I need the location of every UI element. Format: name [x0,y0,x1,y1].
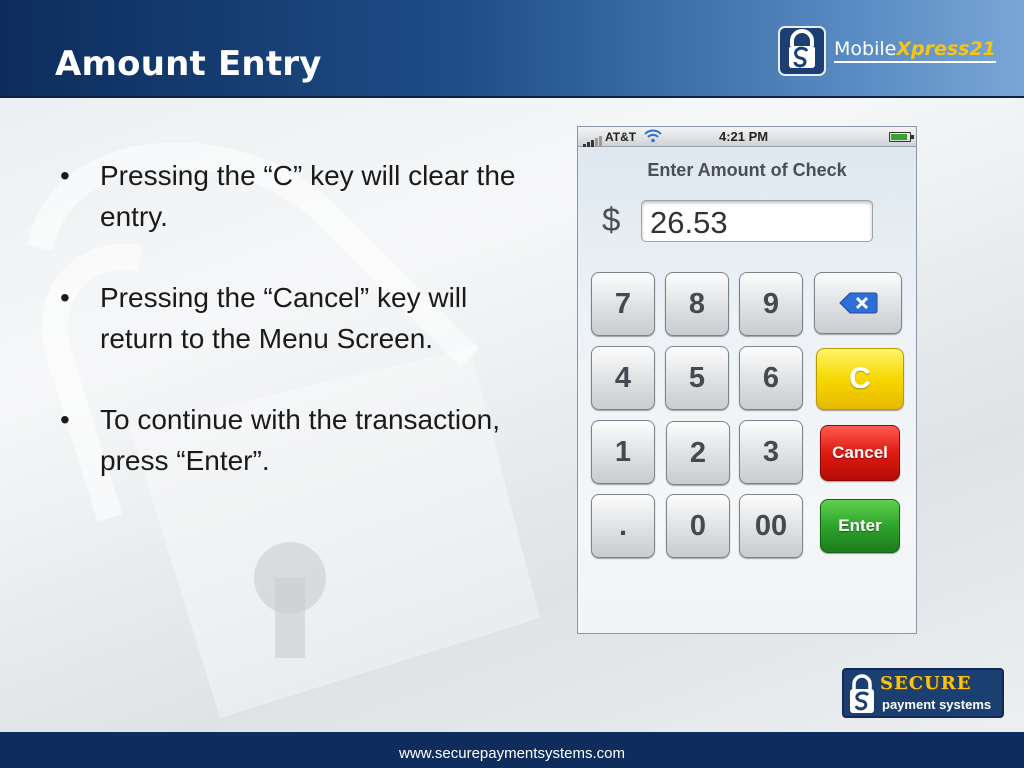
bullet-dot: • [60,160,70,191]
backspace-button[interactable] [814,272,902,334]
amount-prompt: Enter Amount of Check [647,160,847,180]
signal-icon [583,133,603,147]
key-decimal[interactable]: . [591,494,655,558]
mobilexpress-logo [778,26,1003,76]
amount-input[interactable]: 26.53 [641,200,873,242]
clear-button[interactable]: C [816,348,904,410]
key-7[interactable]: 7 [591,272,655,336]
battery-fill [891,134,907,140]
key-0[interactable]: 0 [666,494,730,558]
key-5[interactable]: 5 [665,346,729,410]
status-time: 4:21 PM [719,129,769,144]
lock-s-icon [847,673,877,715]
key-9[interactable]: 9 [739,272,803,336]
footer-url: www.securepaymentsystems.com [399,745,625,762]
bullet-item: • Pressing the “Cancel” key will return to the Menu Screen. [60,277,530,359]
slide-header [0,0,1024,98]
enter-button[interactable]: Enter [820,499,900,553]
bullet-dot: • [60,404,70,435]
cancel-button[interactable]: Cancel [820,425,900,481]
phone-screen [577,126,917,634]
key-4[interactable]: 4 [591,346,655,410]
key-00[interactable]: 00 [739,494,803,558]
battery-icon [889,132,911,142]
bullet-dot: • [60,282,70,313]
mobilexpress-wordmark: MobileXpress21 [834,38,996,63]
bullet-item: • Pressing the “C” key will clear the entry. [60,155,530,237]
slide-footer [0,732,1024,768]
wifi-icon [644,129,662,143]
lock-badge-icon [778,26,826,76]
carrier-label: AT&T [605,130,637,144]
status-bar [578,127,916,147]
currency-symbol: $ [602,201,621,238]
page-title: Amount Entry [55,44,322,84]
bullet-item: • To continue with the transaction, press “Enter”. [60,399,530,481]
key-2[interactable]: 2 [666,421,730,485]
bullet-list [60,155,530,521]
secure-wordmark: SECURE [880,673,972,694]
key-3[interactable]: 3 [739,420,803,484]
secure-tagline: payment systems [882,697,992,712]
secure-payment-systems-logo [842,668,1004,718]
backspace-icon [838,291,878,315]
key-8[interactable]: 8 [665,272,729,336]
key-1[interactable]: 1 [591,420,655,484]
key-6[interactable]: 6 [739,346,803,410]
